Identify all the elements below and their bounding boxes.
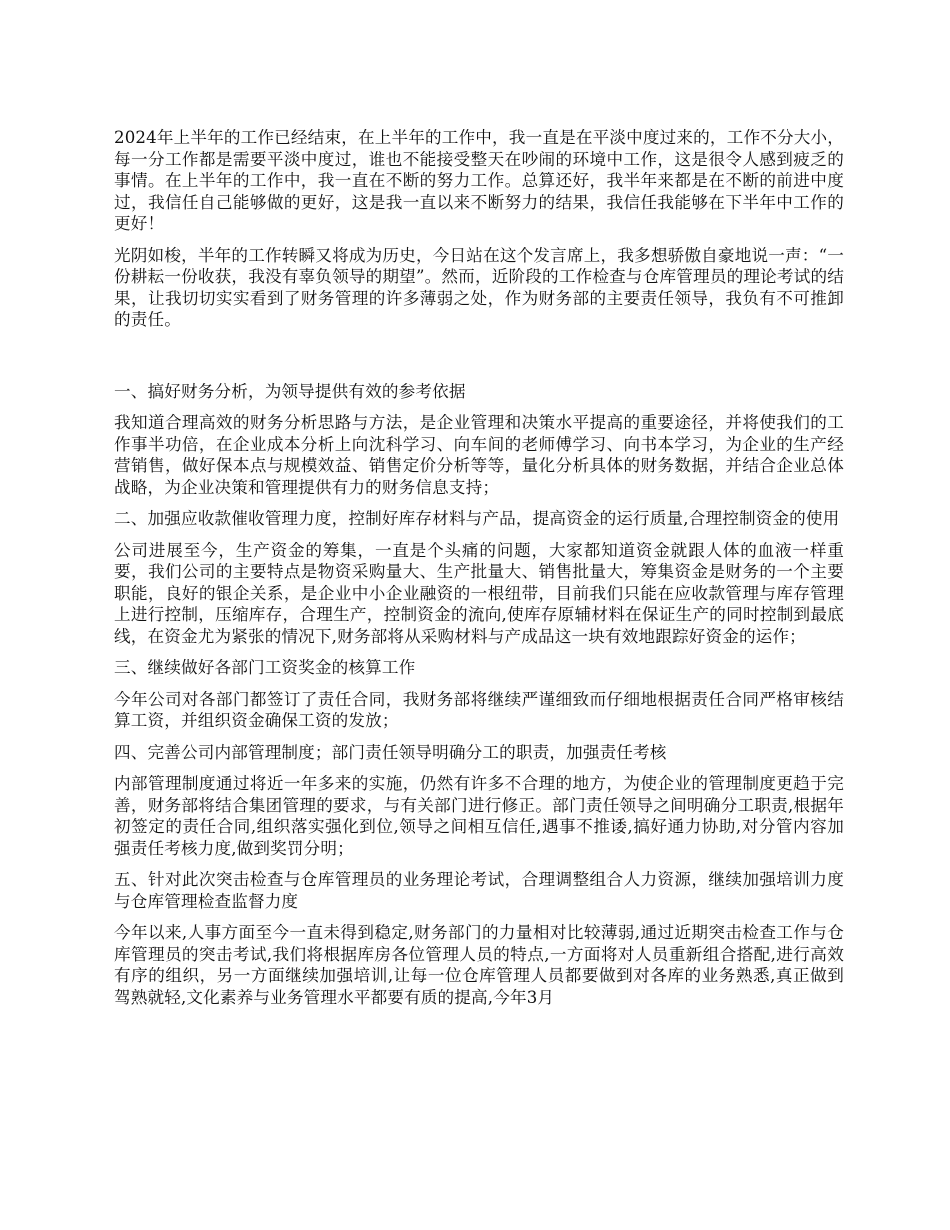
section-body-1: 我知道合理高效的财务分析思路与方法，是企业管理和决策水平提高的重要途径，并将使我们的工作事半功倍，在企业成本分析上向沈科学习、向车间的老师傅学习、向书本学习，为企业的生产经营销售，做好保本点与规模效益、销售定价分析等等，量化分析具体的财务数据，并结合企业总体战略，为企业决策和管理提供有力的财务信息支持； [114, 413, 844, 497]
speech-paragraph: 光阴如梭，半年的工作转瞬又将成为历史，今日站在这个发言席上，我多想骄傲自豪地说一声：“一份耕耘一份收获，我没有辜负领导的期望”。然而，近阶段的工作检查与仓库管理员的理论考试的结果，让我切切实实看到了财务管理的许多薄弱之处，作为财务部的主要责任领导，我负有不可推卸的责任。 [114, 245, 844, 329]
section-body-4: 内部管理制度通过将近一年多来的实施，仍然有许多不合理的地方，为使企业的管理制度更趋于完善，财务部将结合集团管理的要求，与有关部门进行修正。部门责任领导之间明确分工职责,根据年初签定的责任合同,组织落实强化到位,领导之间相互信任,遇事不推诿,搞好通力协助,对分管内容加强责任考核力度,做到奖罚分明； [114, 774, 844, 858]
section-heading-4: 四、完善公司内部管理制度；部门责任领导明确分工的职责，加强责任考核 [114, 742, 667, 762]
section-gap [114, 341, 844, 381]
section-heading-1: 一、搞好财务分析，为领导提供有效的参考依据 [114, 381, 466, 401]
section-body-3: 今年公司对各部门都签订了责任合同，我财务部将继续严谨细致而仔细地根据责任合同严格审核结算工资，并组织资金确保工资的发放； [114, 689, 844, 730]
document-body [114, 127, 844, 1018]
section-heading-2: 二、加强应收款催收管理力度，控制好库存材料与产品，提高资金的运行质量,合理控制资金的使用 [114, 509, 840, 528]
section-heading-3: 三、继续做好各部门工资奖金的核算工作 [114, 658, 416, 677]
section-body-5: 今年以来,人事方面至今一直未得到稳定,财务部门的力量相对比较薄弱,通过近期突击检查工作与仓库管理员的突击考试,我们将根据库房各位管理人员的特点,一方面将对人员重新组合搭配,进行高效有序的组织，另一方面继续加强培训,让每一位仓库管理人员都要做到对各库的业务熟悉,真正做到驾熟就轻,文化素养与业务管理水平都要有质的提高,今年3月 [114, 923, 844, 1007]
intro-paragraph: 2024年上半年的工作已经结束，在上半年的工作中，我一直是在平淡中度过来的，工作不分大小，每一分工作都是需要平淡中度过，谁也不能接受整天在吵闹的环境中工作，这是很令人感到疲乏的事情。在上半年的工作中，我一直在不断的努力工作。总算还好，我半年来都是在不断的前进中度过，我信任自己能够做的更好，这是我一直以来不断努力的结果，我信任我能够在下半年中工作的更好！ [114, 128, 844, 233]
section-body-2: 公司进展至今，生产资金的筹集，一直是个头痛的问题，大家都知道资金就跟人体的血液一样重要，我们公司的主要特点是物资采购量大、生产批量大、销售批量大，筹集资金是财务的一个主要职能，良好的银企关系，是企业中小企业融资的一根纽带，目前我们只能在应收款管理与库存管理上进行控制，压缩库存，合理生产，控制资金的流向,使库存原辅材料在保证生产的同时控制到最底线，在资金尤为紧张的情况下,财务部将从采购材料与产成品这一块有效地跟踪好资金的运作； [114, 540, 844, 646]
section-heading-5: 五、针对此次突击检查与仓库管理员的业务理论考试，合理调整组合人力资源，继续加强培训力度与仓库管理检查监督力度 [114, 870, 844, 911]
